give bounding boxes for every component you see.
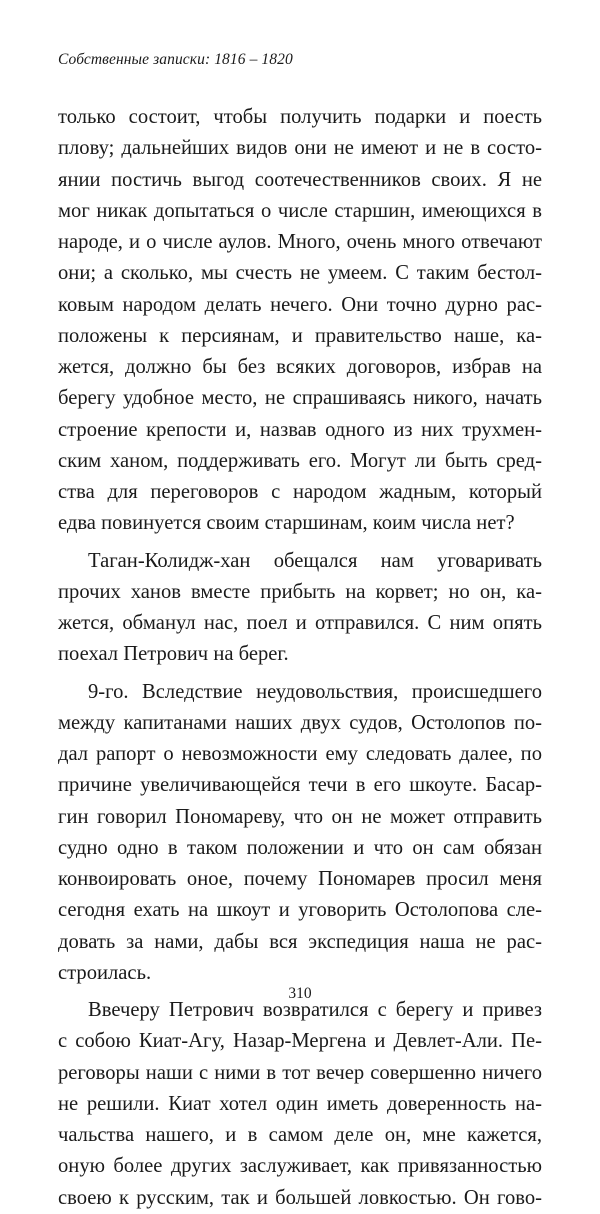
text-line: Таган-Колидж-хан обещался нам уговаривать [88, 549, 542, 572]
paragraph [58, 677, 542, 990]
text-line: плову; дальнейших видов они не имеют и не в состо- [58, 137, 542, 160]
text-line: оную более других заслуживает, как привязанностью [58, 1155, 542, 1178]
text-line: они; а сколько, мы счесть не умеем. С таким бестол- [58, 262, 542, 285]
text-line: судно одно в таком положении и что он сам обязан [58, 836, 542, 859]
paragraph [58, 546, 542, 671]
text-line: мог никак допытаться о числе старшин, имеющихся в [58, 199, 542, 222]
text-line: не решили. Киат хотел один иметь доверенность на- [58, 1092, 542, 1115]
text-line: довать за нами, дабы вся экспедиция наша не рас- [58, 930, 542, 953]
text-line: поехал Петрович на берег. [58, 643, 289, 666]
text-line: строение крепости и, назвав одного из них трухмен- [58, 418, 542, 441]
text-line: реговоры наши с ними в тот вечер совершенно ничего [58, 1061, 542, 1084]
text-line: янии постичь выгод соотечественников своих. Я не [58, 168, 542, 191]
text-line: строилась. [58, 961, 152, 984]
paragraph [58, 102, 542, 540]
text-line: ства для переговоров с народом жадным, который [58, 481, 542, 503]
text-line: Ввечеру Петрович возвратился с берегу и привез [88, 999, 542, 1021]
text-line: конвоировать оное, почему Пономарев просил меня [58, 868, 542, 890]
running-head: Собственные записки: 1816 – 1820 [58, 51, 293, 68]
text-line: ским ханом, поддерживать его. Могут ли быть сред- [58, 449, 542, 472]
text-line: прочих ханов вместе прибыть на корвет; но он, ка- [58, 580, 542, 603]
text-line: чальства нашего, и в самом деле он, мне кажется, [58, 1124, 542, 1146]
text-line: ковым народом делать нечего. Они точно дурно рас- [58, 293, 542, 316]
text-line: причине увеличивающейся течи в его шкоуте. Басар- [58, 774, 542, 797]
text-line: с собою Киат-Агу, Назар-Мергена и Девлет-Али. Пе- [58, 1030, 542, 1053]
text-line: жется, должно бы без всяких договоров, избрав на [58, 356, 542, 378]
page-number: 310 [288, 985, 312, 1002]
text-line: 9-го. Вследствие неудовольствия, происшедшего [88, 680, 542, 703]
text-line: сегодня ехать на шкоут и уговорить Остолопова сле- [58, 899, 542, 922]
paragraph [58, 995, 542, 1214]
text-line: берегу удобное место, не спрашиваясь никого, начать [58, 387, 542, 410]
body-text [58, 102, 542, 1214]
text-line: положены к персиянам, и правительство наше, ка- [58, 324, 542, 347]
text-line: едва повинуется своим старшинам, коим числа нет? [58, 512, 515, 535]
text-line: гин говорил Пономареву, что он не может отправить [58, 805, 542, 828]
text-line: своею к русским, так и большей ловкостью. Он гово- [58, 1186, 542, 1209]
text-line: только состоит, чтобы получить подарки и поесть [58, 106, 542, 128]
text-line: народе, и о числе аулов. Много, очень много отвечают [58, 231, 542, 253]
text-line: жется, обманул нас, поел и отправился. С ним опять [58, 612, 542, 634]
text-line: дал рапорт о невозможности ему следовать далее, по [58, 743, 542, 765]
text-line: между капитанами наших двух судов, Остолопов по- [58, 711, 542, 734]
